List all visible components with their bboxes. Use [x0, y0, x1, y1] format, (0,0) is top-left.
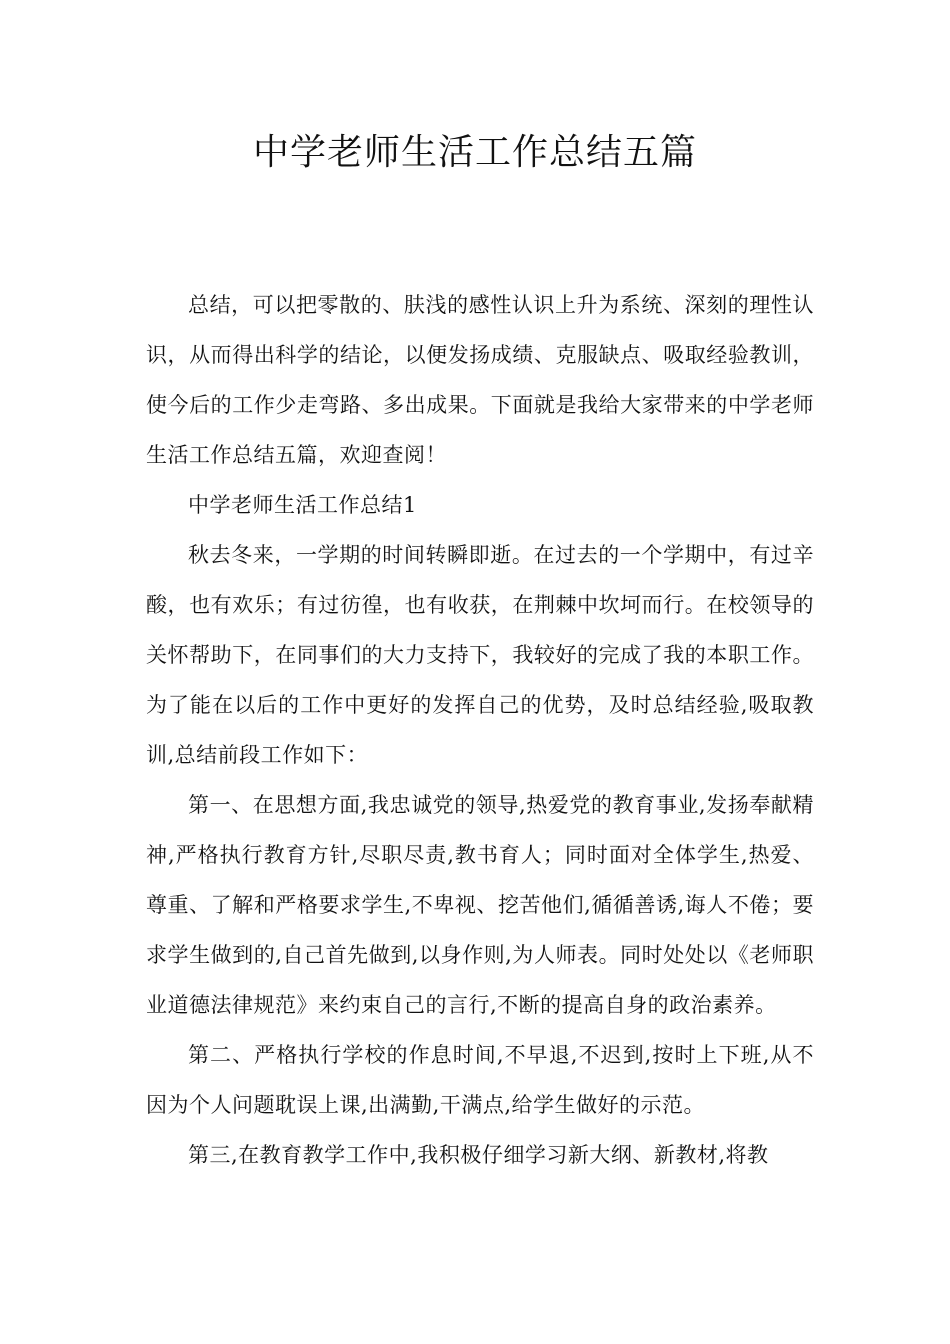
document-title: 中学老师生活工作总结五篇	[252, 132, 697, 173]
body-paragraph: 第一、在思想方面,我忠诚党的领导,热爱党的教育事业,发扬奉献精神,严格执行教育方针,尽职尽责,教书育人；同时面对全体学生,热爱、尊重、了解和严格要求学生,不卑视、挖苦他们,循循善诱,诲人不倦；要求学生做到的,自己首先做到,以身作则,为人师表。同时处处以《老师职业道德法律规范》来约束自己的言行,不断的提高自身的政治素养。	[146, 793, 814, 1017]
section-heading-1: 中学老师生活工作总结1	[188, 493, 417, 517]
document-body	[146, 280, 814, 1180]
body-paragraph: 第二、严格执行学校的作息时间,不早退,不迟到,按时上下班,从不因为个人问题耽误上课,出满勤,干满点,给学生做好的示范。	[146, 1043, 814, 1117]
intro-paragraph: 总结，可以把零散的、肤浅的感性认识上升为系统、深刻的理性认识，从而得出科学的结论，以便发扬成绩、克服缺点、吸取经验教训，使今后的工作少走弯路、多出成果。下面就是我给大家带来的中学老师生活工作总结五篇，欢迎查阅！	[146, 293, 814, 467]
body-paragraph: 第三,在教育教学工作中,我积极仔细学习新大纲、新教材,将教	[188, 1143, 769, 1167]
body-paragraph: 秋去冬来，一学期的时间转瞬即逝。在过去的一个学期中，有过辛酸，也有欢乐；有过彷徨，也有收获，在荆棘中坎坷而行。在校领导的关怀帮助下，在同事们的大力支持下，我较好的完成了我的本职工作。为了能在以后的工作中更好的发挥自己的优势，及时总结经验,吸取教训,总结前段工作如下：	[146, 543, 814, 767]
